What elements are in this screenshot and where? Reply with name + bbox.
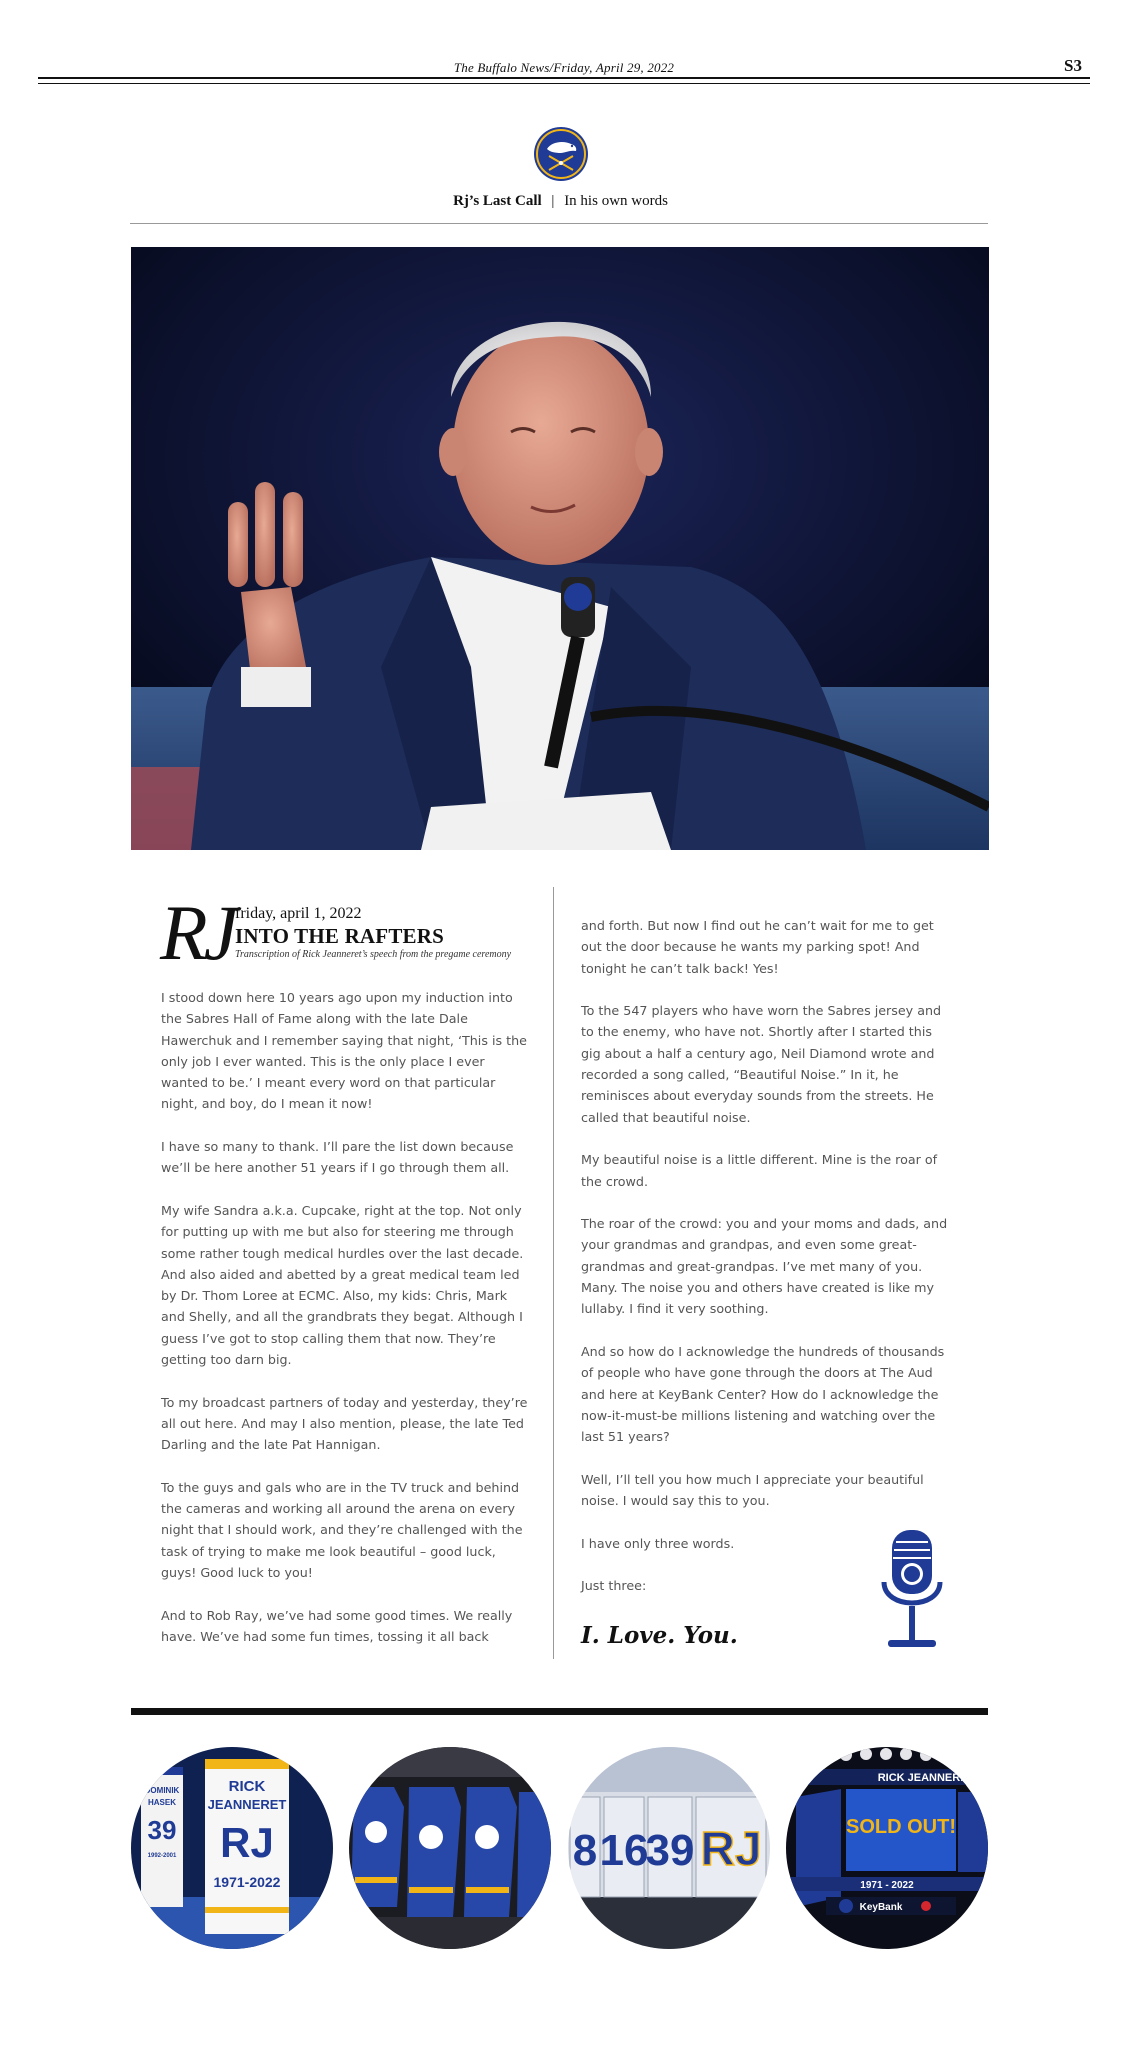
photo-retired-number-plaques [568,1747,770,1949]
article-column-right [581,915,951,1618]
banner2-years: 1971-2022 [213,1874,281,1890]
plaque-number-2: 16 [599,1826,649,1875]
banner2-name-line-1: RICK [228,1778,266,1795]
publication-dateline: The Buffalo News/Friday, April 29, 2022 [453,60,675,75]
photo-rafters-banners [131,1747,333,1949]
paragraph: I stood down here 10 years ago upon my induction into the Sabres Hall of Fame along with the late Dale Hawerchuk and I remember saying that night, ‘This is the only job I ever wanted. This is the only place I ever wanted to be.’ I meant every word on that particular night, and boy, do I mean it now! [161,990,527,1112]
closing-line: I. Love. You. [581,1622,738,1649]
banner1-name-line-2: HASEK [147,1798,177,1807]
article-headline: INTO THE RAFTERS [235,924,444,948]
paragraph: Just three: [581,1578,647,1594]
banner2-mark: RJ [220,1819,274,1866]
plaque-number-4: RJ [700,1823,762,1876]
main-photo-rick-jeanneret [131,247,989,850]
paragraph: To the 547 players who have worn the Sabres jersey and to the enemy, who have not. Shortly after I started this gig about a half a century ago, Neil Diamond wrote and recorded a song called, “Beautiful Noise.” In it, he reminisces about everyday sounds from the streets. He called that beautiful noise. [581,1003,942,1125]
section-subtitle: In his own words [564,193,668,209]
paragraph: I have so many to thank. I’ll pare the list down because we’ll be here another 51 years if I go through them all. [161,1139,514,1176]
section-title: Rj’s Last Call [453,193,542,209]
scoreboard-sponsor: KeyBank [859,1902,903,1913]
bottom-rule [131,1708,988,1715]
banner1-number: 39 [147,1815,177,1845]
scoreboard-top-text: RICK JEANNERET [877,1772,975,1784]
sabres-logo-icon [533,126,589,182]
paragraph: To my broadcast partners of today and yesterday, they’re all out here. And may I also mention, please, the late Ted Darling and the late Pat Hannigan. [161,1394,528,1453]
paragraph: My wife Sandra a.k.a. Cupcake, right at the top. Not only for putting up with me but also for steering me through some rather tough medical hurdles over the last decade. And also aided and abetted by a great medical team led by Dr. Thom Loree at ECMC. Also, my kids: Chris, Mark and Shelly, and all the grandbrats they begat. Although I guess I’ve got to stop calling them that now. They’re getting too darn big. [161,1202,524,1368]
microphone-icon [880,1530,944,1652]
masthead [38,50,1090,80]
paragraph: I have only three words. [581,1535,735,1551]
article-deck: Transcription of Rick Jeanneret’s speech from the pregame ceremony [235,949,512,960]
photo-locker-room-jerseys [349,1747,551,1949]
paragraph: and forth. But now I find out he can’t wait for me to get out the door because he wants my parking spot! And tonight he can’t talk back! Yes! [581,918,934,976]
scoreboard-years: 1971 - 2022 [860,1880,914,1891]
masthead-rule [38,77,1090,84]
banner1-name-line-1: DOMINIK [144,1786,180,1795]
scoreboard-headline: SOLD OUT! [846,1816,956,1838]
paragraph: My beautiful noise is a little different. Mine is the roar of the crowd. [581,1152,938,1189]
section-header [0,193,1121,210]
page-number: S3 [1064,56,1082,75]
plaque-number-1: 8 [572,1826,598,1875]
banner1-years: 1992-2001 [147,1853,177,1859]
section-rule [130,223,988,224]
article-date: friday, april 1, 2022 [235,905,362,922]
banner2-name-line-2: JEANNERET [207,1797,287,1812]
paragraph: And to Rob Ray, we’ve had some good times. We really have. We’ve had some fun times, tossing it all back [161,1607,513,1644]
paragraph: To the guys and gals who are in the TV truck and behind the cameras and working all around the arena on every night that I should work, and they’re challenged with the task of trying to make me look beautiful – good luck, guys! Good luck to you! [161,1479,523,1581]
photo-arena-scoreboard [786,1747,988,1949]
paragraph: And so how do I acknowledge the hundreds of thousands of people who have gone through the doors at The Aud and here at KeyBank Center? How do I acknowledge the now-it-must-be millions listening and watching over the last 51 years? [581,1343,945,1445]
rj-initials-mark: RJ [160,889,235,976]
column-divider [553,887,554,1659]
section-separator: | [551,193,555,209]
paragraph: The roar of the crowd: you and your moms and dads, and your grandmas and grandpas, and even some great-grandmas and great-grandpas. I’ve met many of you. Many. The noise you and others have created is like my lullaby. I find it very soothing. [581,1216,948,1317]
paragraph: Well, I’ll tell you how much I appreciate your beautiful noise. I would say this to you. [581,1471,924,1509]
article-column-left [161,987,529,1669]
plaque-number-3: 39 [645,1826,695,1875]
